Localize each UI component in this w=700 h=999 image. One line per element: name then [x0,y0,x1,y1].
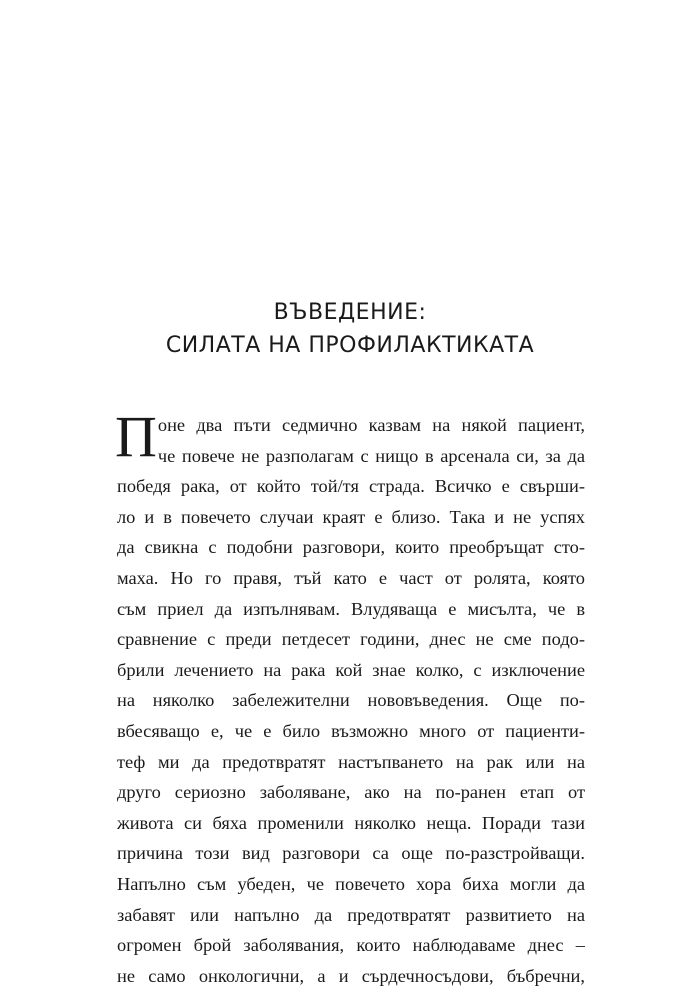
text-line: победя рака, от който той/тя страда. Всичко е свърши- [117,476,585,497]
text-line: Напълно съм убеден, че повечето хора биха могли да [117,873,585,894]
text-line: на няколко забележителни нововъведения. Още по- [117,690,585,711]
chapter-body-text [115,404,585,991]
text-line: вбесяващо е, че е било възможно много от пациенти- [117,720,585,741]
chapter-heading-line-2: СИЛАТА НА ПРОФИЛАКТИКАТА [165,333,535,358]
text-line: оне два пъти седмично казвам на някой пациент, [157,415,585,435]
text-line: съм приел да изпълнявам. Влудяваща е мисълта, че в [117,598,585,619]
text-line: живота си бяха променили няколко неща. Поради тази [117,812,585,833]
text-line: теф ми да предотвратят настъпването на рак или на [117,751,585,772]
chapter-heading-line-1: ВЪВЕДЕНИЕ: [273,300,427,325]
text-line: забавят или напълно да предотвратят развитието на [117,904,585,925]
text-line: брили лечението на рака кой знае колко, с изключение [117,659,585,680]
text-line: огромен брой заболявания, които наблюдаваме днес – [117,935,585,956]
text-line: сравнение с преди петдесет години, днес не сме подо- [117,629,585,650]
drop-cap: П [115,404,157,469]
text-line: маха. Но го правя, тъй като е част от ролята, която [117,567,585,588]
text-line: ло и в повечето случаи краят е близо. Така и не успях [117,506,585,527]
text-line: причина този вид разговори са още по-разстройващи. [117,843,585,864]
text-line: не само онкологични, а и сърдечносъдови, бъбречни, [117,965,585,986]
text-line: да свикна с подобни разговори, които преобръщат сто- [117,537,585,558]
text-line: друго сериозно заболяване, ако на по-ранен етап от [117,782,585,803]
opening-paragraph-start [115,404,585,471]
text-line: че повече не разполагам с нищо в арсенала си, за да [157,445,585,466]
